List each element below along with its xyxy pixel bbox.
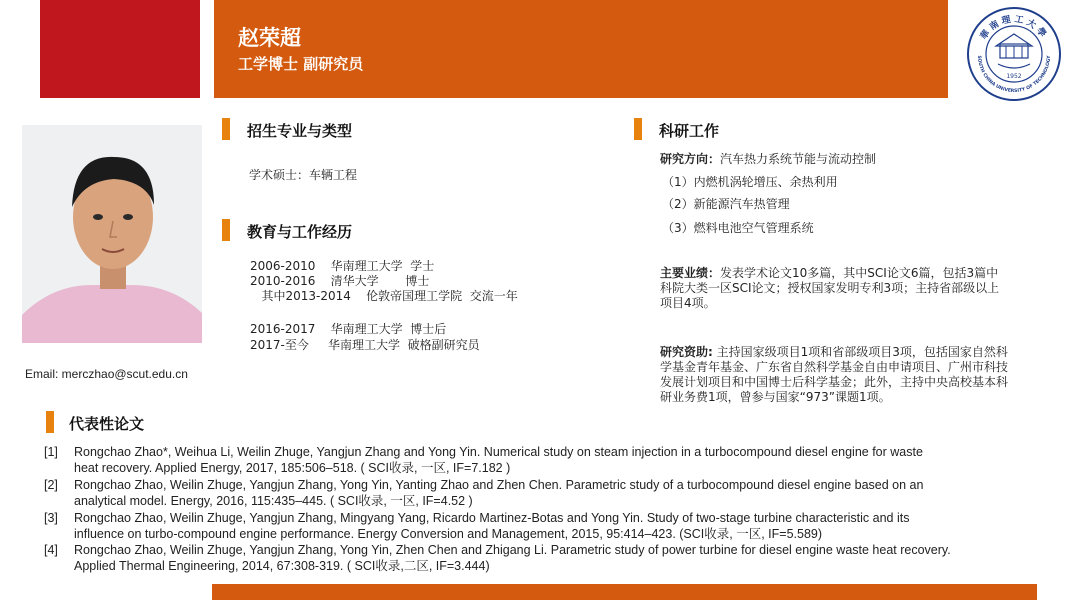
footer-orange-bar — [212, 584, 1037, 600]
research-item: （3）燃料电池空气管理系统 — [662, 221, 814, 235]
section-marker — [634, 118, 642, 140]
research-item: （2）新能源汽车热管理 — [662, 197, 790, 211]
admission-title: 招生专业与类型 — [247, 122, 353, 140]
funding-label: 研究资助: — [660, 345, 713, 359]
research-direction-label: 研究方向： — [660, 152, 721, 166]
person-name: 赵荣超 — [238, 26, 301, 50]
publication-number: [1] — [44, 445, 58, 459]
research-item: （1）内燃机涡轮增压、余热利用 — [662, 175, 838, 189]
publication-line: analytical model. Energy, 2016, 115:435–445. ( SCI收录, 一区, IF=4.52 ) — [74, 494, 473, 508]
header-red-block — [40, 0, 200, 98]
publication-item — [74, 542, 1040, 574]
publication-item — [74, 444, 1040, 476]
publication-line: influence on turbo-compound engine performance. Energy Conversion and Management, 2015, 95:414–423. (SCI收录, 一区, IF=5.589) — [74, 527, 823, 541]
research-direction-text: 汽车热力系统节能与流动控制 — [720, 152, 877, 166]
section-marker — [222, 118, 230, 140]
section-marker — [46, 411, 54, 433]
seal-top-text: 華南理工大學 — [978, 14, 1050, 42]
email-address[interactable]: Email: merczhao@scut.edu.cn — [25, 367, 188, 381]
seal-year: 1952 — [1006, 73, 1022, 80]
publication-line: Rongchao Zhao, Weilin Zhuge, Yangjun Zhang, Mingyang Yang, Ricardo Martinez-Botas and Yong Yin. Study of two-stage turbine characteristic and its — [74, 511, 910, 525]
work-line: 2016-2017 华南理工大学 博士后 — [250, 322, 447, 336]
section-marker — [222, 219, 230, 241]
achievements-label: 主要业绩： — [660, 266, 721, 280]
publication-item — [74, 477, 1040, 509]
publications-title: 代表性论文 — [69, 415, 145, 433]
publication-line: Rongchao Zhao, Weilin Zhuge, Yangjun Zhang, Yong Yin, Zhen Chen and Zhigang Li. Parametric study of power turbine for diesel engine waste heat recovery. — [74, 543, 951, 557]
research-direction — [660, 151, 876, 167]
education-title: 教育与工作经历 — [247, 223, 353, 241]
funding-paragraph — [660, 345, 1010, 405]
funding-text: 主持国家级项目1项和省部级项目3项，包括国家自然科学基金青年基金、广东省自然科学基金自由申请项目、广州市科技发展计划项目和中国博士后科学基金；此外，主持中央高校基本科研业务费1项，曾参与国家“973”课题1项。 — [660, 345, 1009, 404]
achievements-paragraph — [660, 266, 1010, 311]
portrait-photo — [22, 125, 202, 343]
publication-number: [2] — [44, 478, 58, 492]
publication-item — [74, 510, 1040, 542]
education-line: 其中2013-2014 伦敦帝国理工学院 交流一年 — [250, 289, 518, 303]
header-orange-banner — [214, 0, 948, 98]
education-line: 2010-2016 清华大学 博士 — [250, 274, 430, 288]
person-title: 工学博士 副研究员 — [238, 55, 364, 73]
publication-number: [4] — [44, 543, 58, 557]
publication-line: Rongchao Zhao, Weilin Zhuge, Yangjun Zhang, Yong Yin, Yanting Zhao and Zhen Chen. Parametric study of a turbocompound diesel engine based on an — [74, 478, 924, 492]
research-title: 科研工作 — [659, 122, 720, 140]
achievements-text: 发表学术论文10多篇，其中SCI论文6篇，包括3篇中科院大类一区SCI论文；授权国家发明专利3项；主持省部级以上项目4项。 — [660, 266, 1000, 310]
education-line: 2006-2010 华南理工大学 学士 — [250, 259, 435, 273]
seal-bottom-text: SOUTH CHINA UNIVERSITY OF TECHNOLOGY — [975, 55, 1053, 95]
work-line: 2017-至今 华南理工大学 破格副研究员 — [250, 338, 480, 352]
publication-line: Rongchao Zhao*, Weihua Li, Weilin Zhuge, Yangjun Zhang and Yong Yin. Numerical study on steam injection in a turbocompound diesel engine for waste — [74, 445, 923, 459]
admission-text: 学术硕士：车辆工程 — [249, 168, 358, 182]
university-seal-icon — [966, 6, 1062, 102]
publication-line: heat recovery. Applied Energy, 2017, 185:506–518. ( SCI收录, 一区, IF=7.182 ) — [74, 461, 511, 475]
publication-line: Applied Thermal Engineering, 2014, 67:308-319. ( SCI收录,二区, IF=3.444) — [74, 559, 490, 573]
publication-number: [3] — [44, 511, 58, 525]
